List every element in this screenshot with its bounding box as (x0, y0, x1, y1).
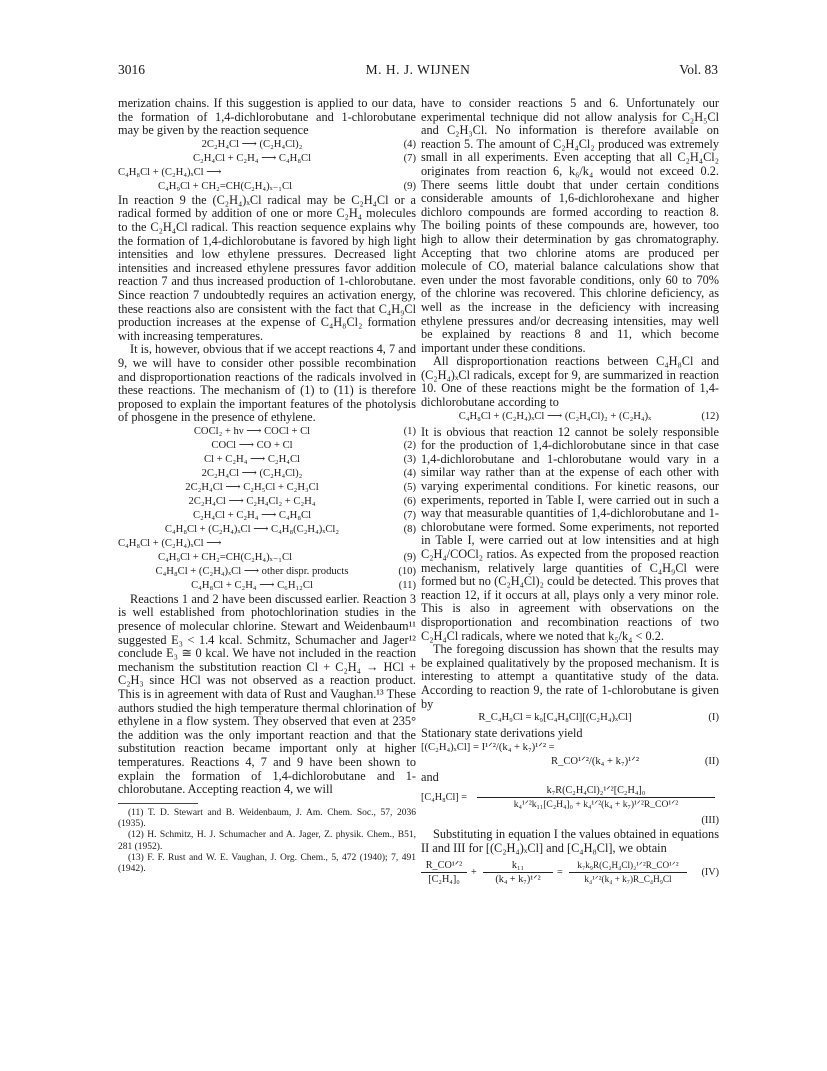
equation-3: Cl + C₂H₄ ⟶ C₂H₄Cl (3) (204, 453, 416, 465)
equation-5: 2C₂H₄Cl ⟶ C₂H₅Cl + C₂H₃Cl (5) (185, 481, 416, 493)
right-column (421, 97, 719, 891)
equation-10: C₄H₈Cl + (C₂H₄)ₓCl ⟶ other dispr. products (10) (155, 565, 416, 577)
equation-I: R_C₄H₉Cl = k₉[C₄H₈Cl][(C₂H₄)ₓCl] (I) (478, 712, 719, 724)
paragraph: and (421, 769, 439, 784)
equation-9a-line2: C₄H₉Cl + CH₂=CH(C₂H₄)ₓ₋₁Cl (9) (158, 180, 416, 192)
paragraph: Substituting in equation I the values obtained in equations II and III for [(C₂H₄)ₓCl] and [C₄H₈Cl], we obtain (421, 827, 719, 855)
running-title: M. H. J. WIJNEN (365, 62, 471, 77)
footnote: (13) F. F. Rust and W. E. Vaughan, J. Org. Chem., 5, 472 (1940); 7, 491 (1942). (118, 852, 416, 875)
equation-11: C₄H₈Cl + C₂H₄ ⟶ C₆H₁₂Cl (11) (191, 579, 416, 591)
equation-2: COCl ⟶ CO + Cl (2) (211, 439, 416, 451)
equation-9-line1: C₄H₈Cl + (C₂H₄)ₓCl ⟶ (118, 537, 222, 549)
paragraph: Stationary state derivations yield (421, 726, 583, 741)
volume-label: Vol. 83 (679, 62, 718, 77)
page-number: 3016 (118, 62, 145, 77)
paragraph: have to consider reactions 5 and 6. Unfortunately our experimental technique did not allow analysis for C₂H₅Cl and C₂H₃Cl. No information is therefore available on reaction 5. The amount of C₂H₄Cl₂ produced was extremely small in all experiments. Even accepting that all C₂H₄Cl₂ originates from reaction 6, k₆/k₄ would not exceed 0.2. There seems little doubt that under certain conditions considerable amounts of 1,6-dichlorohexane and higher dichloro compounds are formed according to reaction 8. The boiling points of these compounds are, however, too high to allow their determination by gas chromatography. Accepting that two chlorine atoms are produced per molecule of CO, material balance calculations show that even under the most favorable conditions, only 60 to 70% of the chlorine was recovered. This chlorine deficiency, as well as the increase in the deficiency with increasing ethylene pressures and/or decreasing intensities, may well be explained by reactions 8 and 11, which become important under these conditions. (421, 96, 719, 355)
paragraph: It is, however, obvious that if we accept reactions 4, 7 and 9, we will have to consider other possible recombination and disproportionation reactions of the radicals involved in these reactions. The mechanism of (1) to (11) is therefore proposed to explain the important features of the photolysis of phosgene in the presence of ethylene. (118, 342, 416, 425)
paragraph: merization chains. If this suggestion is applied to our data, the formation of 1,4-dichlorobutane and 1-chlorobutane may be given by the reaction sequence (118, 96, 416, 138)
equation-8: C₄H₈Cl + (C₂H₄)ₓCl ⟶ C₄H₈(C₂H₄)ₓCl₂ (8) (164, 523, 416, 535)
equation-III: [C₄H₈Cl] = k₇R(C₂H₄Cl)₂¹ᐟ²[C₂H₄]₀ k₄¹ᐟ²k₁₁[C₂H₄]₀ + k₄¹ᐟ²(k₄ + k₇)¹ᐟ²R_CO¹ᐟ² (421, 784, 719, 814)
equation-6: 2C₂H₄Cl ⟶ C₂H₄Cl₂ + C₂H₄ (6) (188, 495, 416, 507)
equation-II-line1: [(C₂H₄)ₓCl] = I¹ᐟ²/(k₄ + k₇)¹ᐟ² = (421, 741, 555, 753)
page-header (118, 62, 718, 78)
equation-9a-line1: C₄H₈Cl + (C₂H₄)ₓCl ⟶ (118, 166, 222, 178)
footnote: (11) T. D. Stewart and B. Weidenbaum, J. Am. Chem. Soc., 57, 2036 (1935). (118, 807, 416, 830)
paragraph: All disproportionation reactions between C₄H₈Cl and (C₂H₄)ₓCl radicals, except for 9, are summarized in reaction 10. One of these reactions might be the formation of 1,4-dichlorobutane according to (421, 354, 719, 410)
paragraph: The foregoing discussion has shown that the results may be explained qualitatively by the proposed mechanism. It is interesting to attempt a quantitative study of the data. According to reaction 9, the rate of 1-chlorobutane is given by (421, 642, 719, 711)
paragraph: It is obvious that reaction 12 cannot be solely responsible for the production of 1,4-dichlorobutane since in that case 1,4-dichlorobutane and 1-chlorobutane would vary in a similar way rather than at the expense of each other with varying experimental conditions. For kinetic reasons, our experiments, reported in Table I, were carried out in such a way that measurable quantities of 1,4-dichlorobutane and 1-chlorobutane were formed. Some experiments, not reported in Table I, were carried out at low intensities and at high C₂H₄/COCl₂ ratios. As expected from the proposed reaction mechanism, relatively large quantities of C₄H₉Cl were formed but no (C₂H₄Cl)₂ could be detected. This proves that reaction 12, if it occurs at all, plays only a very minor role. This is also in agreement with observations on the disproportionation and recombination reactions of two C₂H₄Cl radicals, where we noted that k₅/k₄ < 0.2. (421, 424, 719, 643)
equation-III-number: (III) (701, 815, 719, 827)
equation-4a: 2C₂H₄Cl ⟶ (C₂H₄Cl)₂ (4) (201, 138, 416, 150)
equation-IV: R_CO¹ᐟ² [C₂H₄]₀ + k₁₁ (k₄ + k₇)¹ᐟ² = k₇k₉R(C₂H₄Cl)₂¹ᐟ²R_CO¹ᐟ² k₄¹ᐟ²(k₄ + k₇)R_C₄H₉Cl (IV) (421, 859, 719, 891)
equation-4: 2C₂H₄Cl ⟶ (C₂H₄Cl)₂ (4) (201, 467, 416, 479)
equation-12: C₄H₈Cl + (C₂H₄)ₓCl ⟶ (C₂H₄Cl)₂ + (C₂H₄)ₓ (12) (458, 410, 719, 422)
equation-9-line2: C₄H₉Cl + CH₂=CH(C₂H₄)ₓ₋₁Cl (9) (158, 551, 416, 563)
paragraph: Reactions 1 and 2 have been discussed earlier. Reaction 3 is well established from photochlorination studies in the presence of molecular chlorine. Stewart and Weidenbaum¹¹ suggested E₃ < 1.4 kcal. Schmitz, Schumacher and Jager¹² conclude E₃ ≅ 0 kcal. We have not included in the reaction mechanism the substitution reaction Cl + C₂H₄ → HCl + C₂H₃ since HCl was not observed as a reaction product. This is in agreement with data of Rust and Vaughan.¹³ These authors studied the high temperature thermal chlorination of ethylene in a flow system. They observed that even at 235° the addition was the only important reaction and that the substitution reaction became important only at higher temperatures. Reactions 4, 7 and 9 have been shown to explain the formation of 1,4-dichlorobutane and 1-chlorobutane. Accepting reaction 4, we will (118, 591, 416, 797)
footnotes (118, 808, 416, 876)
equation-1: COCl₂ + hν ⟶ COCl + Cl (1) (193, 425, 416, 437)
left-column (118, 97, 416, 876)
footnote-rule (118, 803, 198, 804)
equation-7: C₂H₄Cl + C₂H₄ ⟶ C₄H₈Cl (7) (192, 509, 416, 521)
equation-II-line2: R_CO¹ᐟ²/(k₄ + k₇)¹ᐟ² (II) (551, 755, 719, 767)
paragraph: In reaction 9 the (C₂H₄)ₓCl radical may be C₂H₄Cl or a radical formed by addition of one or more C₂H₄ molecules to the C₂H₄Cl radical. This reaction sequence explains why the formation of 1,4-dichlorobutane is favored by high light intensities and low ethylene pressures. Decreased light intensities and increased ethylene pressures favor addition reaction 7 and thus increased production of 1-chlorobutane. Since reaction 7 undoubtedly requires an activation energy, these reactions also are consistent with the fact that C₄H₉Cl production increases at the expense of C₄H₈Cl₂ formation with increasing temperatures. (118, 192, 416, 343)
footnote: (12) H. Schmitz, H. J. Schumacher and A. Jager, Z. physik. Chem., B51, 281 (1952). (118, 830, 416, 852)
equation-7a: C₂H₄Cl + C₂H₄ ⟶ C₄H₈Cl (7) (192, 152, 416, 164)
